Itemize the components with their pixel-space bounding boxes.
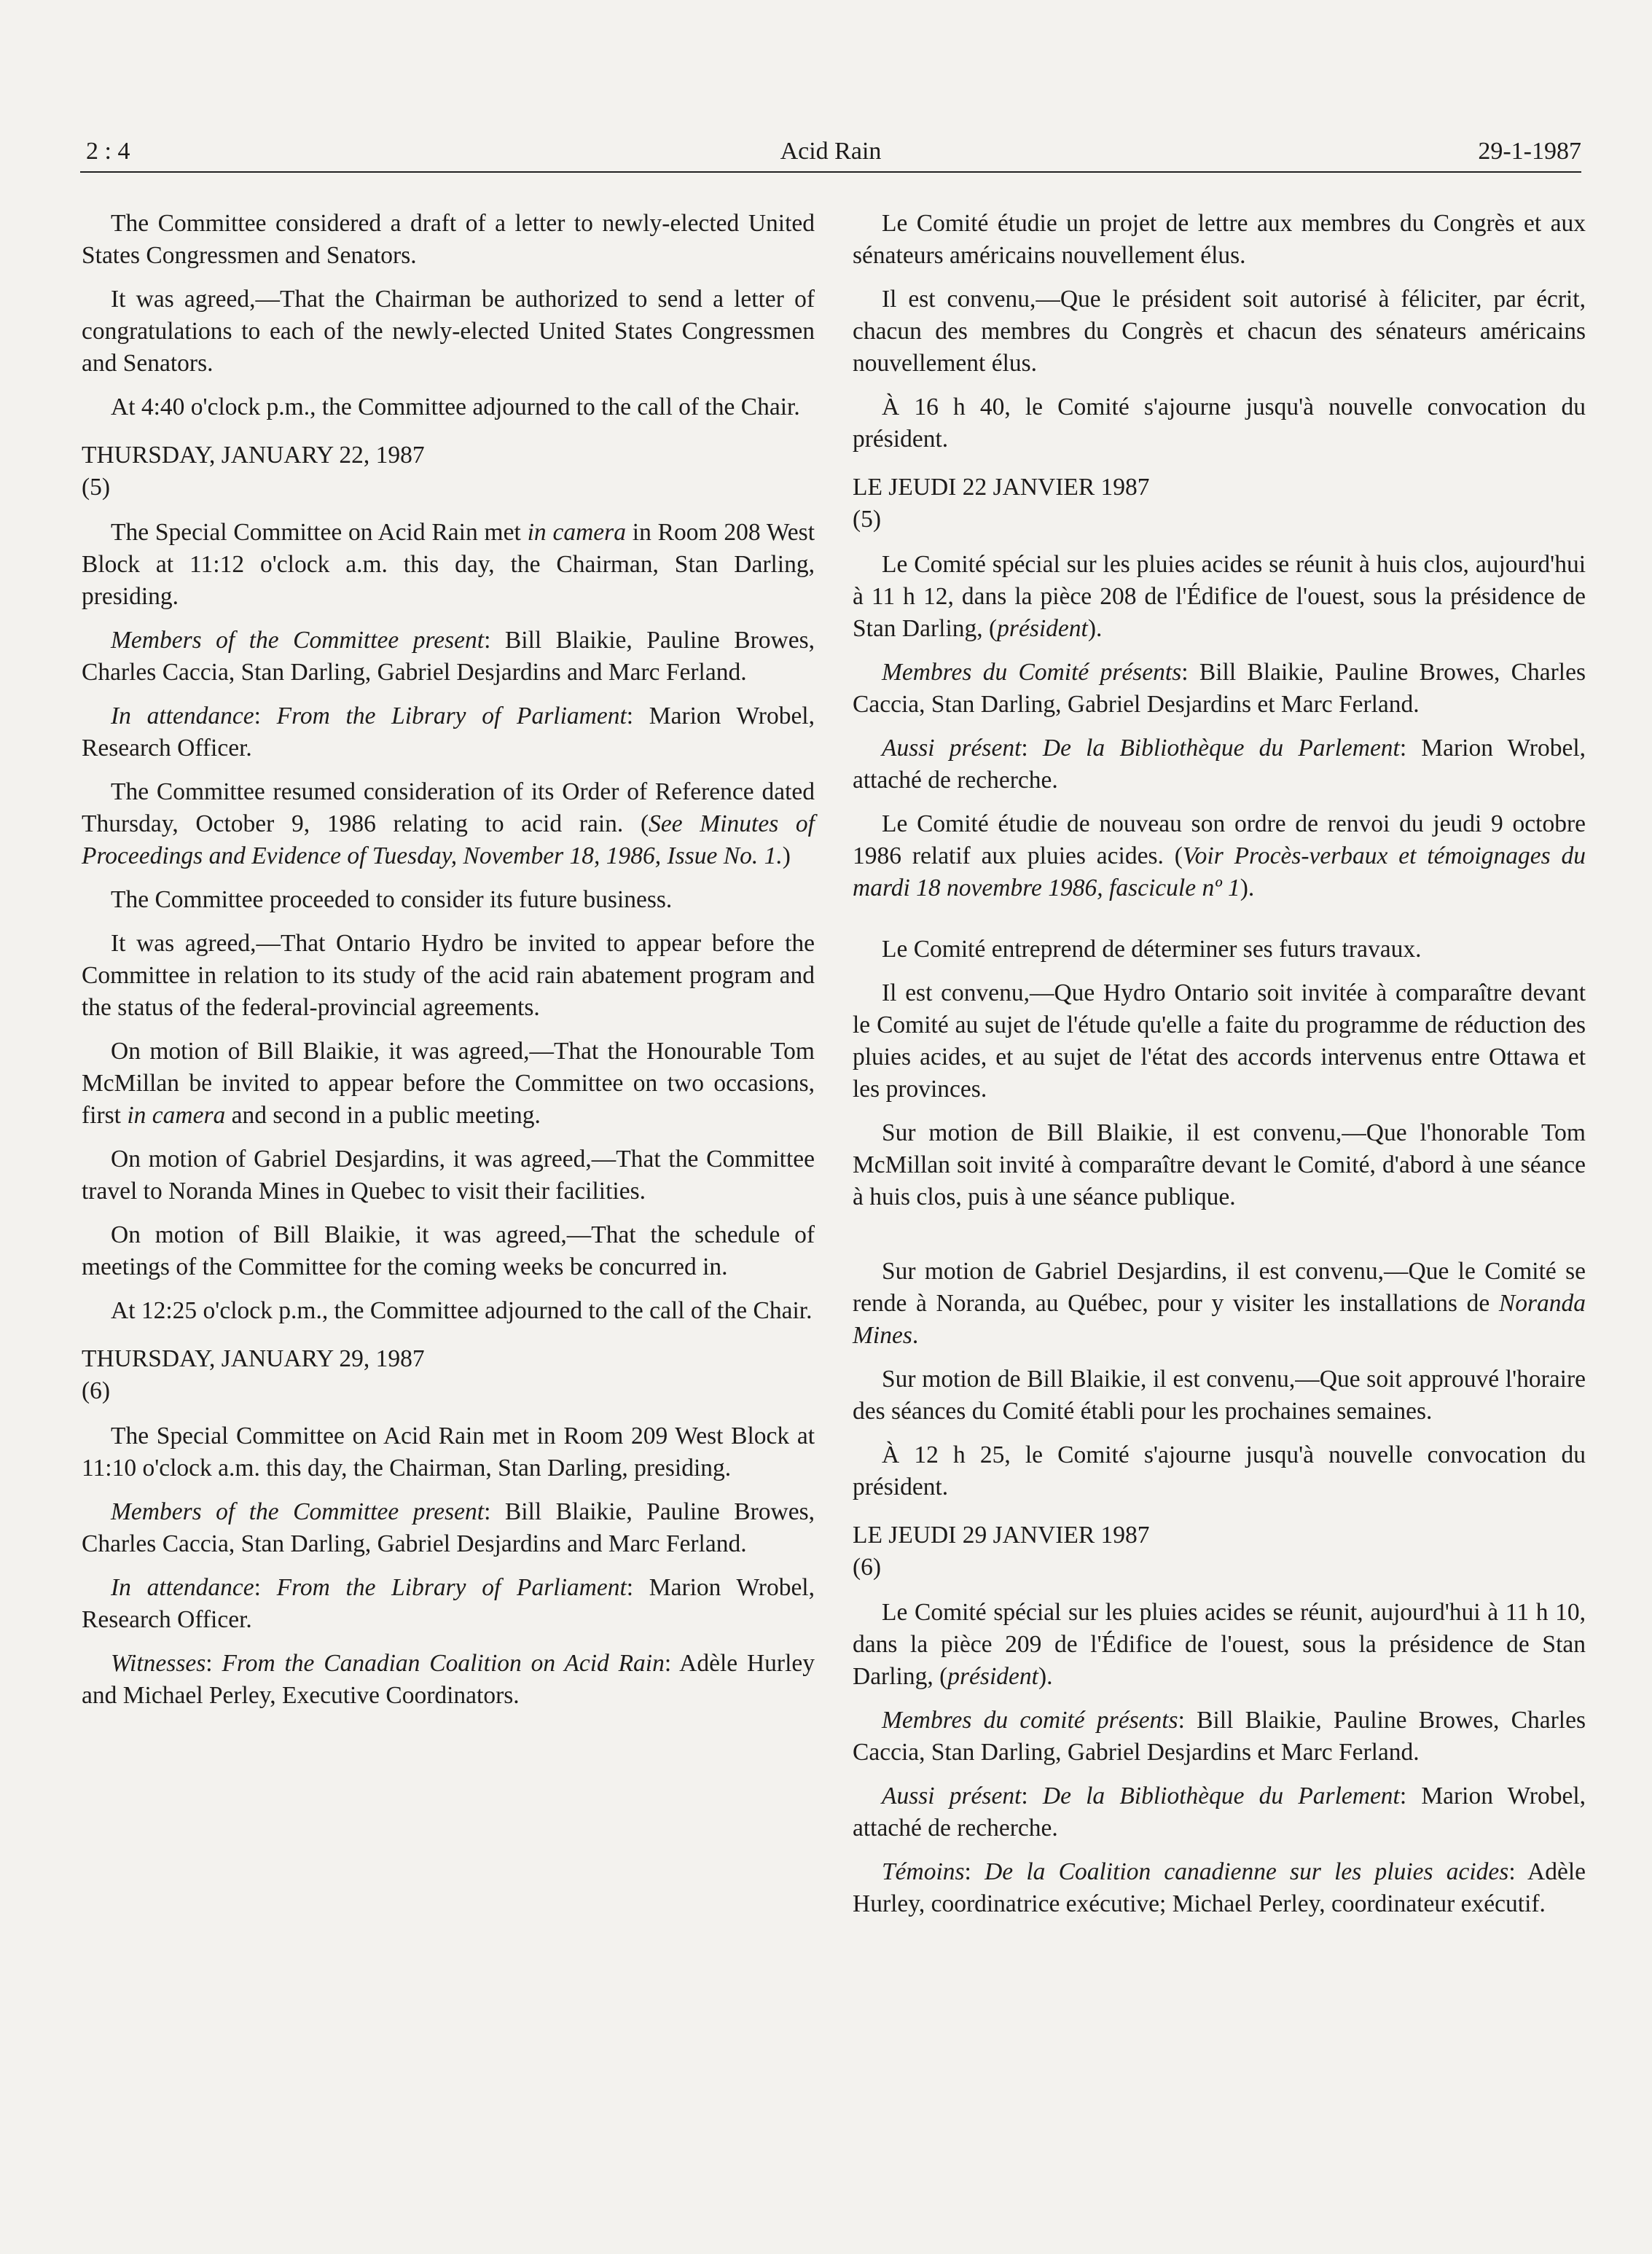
- witnesses: Witnesses: From the Canadian Coalition on Acid Rain: Adèle Hurley and Michael Perley, Executive Coordinators.: [82, 1650, 815, 1709]
- section-heading: THURSDAY, JANUARY 22, 1987: [82, 442, 425, 469]
- paragraph: Le Comité spécial sur les pluies acides se réunit, aujourd'hui à 11 h 10, dans la pièce 209 de l'Édifice de l'ouest, sous la présidence de Stan Darling, (président).: [853, 1599, 1586, 1690]
- paragraph: The Special Committee on Acid Rain met in Room 209 West Block at 11:10 o'clock a.m. this day, the Chairman, Stan Darling, presiding.: [82, 1423, 815, 1482]
- paragraph: It was agreed,—That Ontario Hydro be invited to appear before the Committee in relation to its study of the acid rain abatement program and the status of the federal-provincial agreements.: [82, 930, 815, 1021]
- sitting-number: (6): [853, 1554, 882, 1581]
- members-present: Members of the Committee present: Bill Blaikie, Pauline Browes, Charles Caccia, Stan Darling, Gabriel Desjardins and Marc Ferland.: [82, 627, 815, 686]
- paragraph: Sur motion de Bill Blaikie, il est convenu,—Que l'honorable Tom McMillan soit invité à comparaître devant le Comité, d'abord à une séance à huis clos, puis à une séance publique.: [853, 1119, 1586, 1210]
- paragraph: At 12:25 o'clock p.m., the Committee adjourned to the call of the Chair.: [111, 1297, 813, 1324]
- paragraph: Sur motion de Gabriel Desjardins, il est convenu,—Que le Comité se rende à Noranda, au Québec, pour y visiter les installations de Noranda Mines.: [853, 1258, 1586, 1349]
- in-attendance: Aussi présent: De la Bibliothèque du Parlement: Marion Wrobel, attaché de recherche.: [853, 735, 1586, 794]
- witnesses: Témoins: De la Coalition canadienne sur les pluies acides: Adèle Hurley, coordinatrice exécutive; Michael Perley, coordinateur exécutif.: [853, 1858, 1586, 1917]
- header-date: 29-1-1987: [1478, 138, 1581, 165]
- paragraph: Sur motion de Bill Blaikie, il est convenu,—Que soit approuvé l'horaire des séances du Comité établi pour les prochaines semaines.: [853, 1366, 1586, 1425]
- paragraph: It was agreed,—That the Chairman be authorized to send a letter of congratulations to each of the newly-elected United States Congressmen and Senators.: [82, 286, 815, 377]
- section-heading: LE JEUDI 22 JANVIER 1987: [853, 474, 1150, 501]
- sitting-number: (5): [82, 474, 111, 501]
- paragraph: At 4:40 o'clock p.m., the Committee adjourned to the call of the Chair.: [111, 394, 800, 420]
- running-title: Acid Rain: [780, 138, 882, 165]
- in-attendance: In attendance: From the Library of Parliament: Marion Wrobel, Research Officer.: [82, 703, 815, 762]
- paragraph: Il est convenu,—Que le président soit autorisé à féliciter, par écrit, chacun des membres du Congrès et chacun des sénateurs américains nouvellement élus.: [853, 286, 1586, 377]
- paragraph: The Committee proceeded to consider its future business.: [111, 886, 673, 913]
- section-heading: THURSDAY, JANUARY 29, 1987: [82, 1345, 425, 1372]
- paragraph: À 12 h 25, le Comité s'ajourne jusqu'à nouvelle convocation du président.: [853, 1441, 1586, 1500]
- paragraph: On motion of Gabriel Desjardins, it was agreed,—That the Committee travel to Noranda Mines in Quebec to visit their facilities.: [82, 1146, 815, 1205]
- sitting-number: (5): [853, 506, 882, 533]
- paragraph: On motion of Bill Blaikie, it was agreed,—That the Honourable Tom McMillan be invited to appear before the Committee on two occasions, first in camera and second in a public meeting.: [82, 1038, 815, 1129]
- paragraph: The Special Committee on Acid Rain met in camera in Room 208 West Block at 11:12 o'clock a.m. this day, the Chairman, Stan Darling, presiding.: [82, 519, 815, 610]
- members-present: Membres du Comité présents: Bill Blaikie, Pauline Browes, Charles Caccia, Stan Darling, Gabriel Desjardins et Marc Ferland.: [853, 659, 1586, 718]
- in-attendance: In attendance: From the Library of Parliament: Marion Wrobel, Research Officer.: [82, 1574, 815, 1633]
- paragraph: On motion of Bill Blaikie, it was agreed,—That the schedule of meetings of the Committee for the coming weeks be concurred in.: [82, 1221, 815, 1280]
- paragraph: Le Comité étudie de nouveau son ordre de renvoi du jeudi 9 octobre 1986 relatif aux pluies acides. (Voir Procès-verbaux et témoignages du mardi 18 novembre 1986, fascicule nº 1).: [853, 810, 1586, 901]
- paragraph: Le Comité entreprend de déterminer ses futurs travaux.: [882, 936, 1422, 963]
- members-present: Members of the Committee present: Bill Blaikie, Pauline Browes, Charles Caccia, Stan Darling, Gabriel Desjardins and Marc Ferland.: [82, 1498, 815, 1557]
- page-number: 2 : 4: [86, 138, 130, 165]
- members-present: Membres du comité présents: Bill Blaikie, Pauline Browes, Charles Caccia, Stan Darling, Gabriel Desjardins et Marc Ferland.: [853, 1707, 1586, 1766]
- section-heading: LE JEUDI 29 JANVIER 1987: [853, 1522, 1150, 1549]
- paragraph: À 16 h 40, le Comité s'ajourne jusqu'à nouvelle convocation du président.: [853, 394, 1586, 453]
- english-column: [82, 208, 815, 1723]
- in-attendance: Aussi présent: De la Bibliothèque du Parlement: Marion Wrobel, attaché de recherche.: [853, 1783, 1586, 1842]
- paragraph: The Committee resumed consideration of its Order of Reference dated Thursday, October 9, 1986 relating to acid rain. (See Minutes of Proceedings and Evidence of Tuesday, November 18, 1986, Issue No. 1.): [82, 778, 815, 869]
- paragraph: Le Comité étudie un projet de lettre aux membres du Congrès et aux sénateurs américains nouvellement élus.: [853, 210, 1586, 269]
- paragraph: The Committee considered a draft of a letter to newly-elected United States Congressmen and Senators.: [82, 210, 815, 269]
- page-header: [80, 135, 1581, 173]
- paragraph: Le Comité spécial sur les pluies acides se réunit à huis clos, aujourd'hui à 11 h 12, dans la pièce 208 de l'Édifice de l'ouest, sous la présidence de Stan Darling, (président).: [853, 551, 1586, 642]
- french-column: [853, 208, 1586, 1932]
- sitting-number: (6): [82, 1377, 111, 1404]
- paragraph: Il est convenu,—Que Hydro Ontario soit invitée à comparaître devant le Comité au sujet de l'étude qu'elle a faite du programme de réduction des pluies acides, et au sujet de l'état des accords intervenus entre Ottawa et les provinces.: [853, 979, 1586, 1103]
